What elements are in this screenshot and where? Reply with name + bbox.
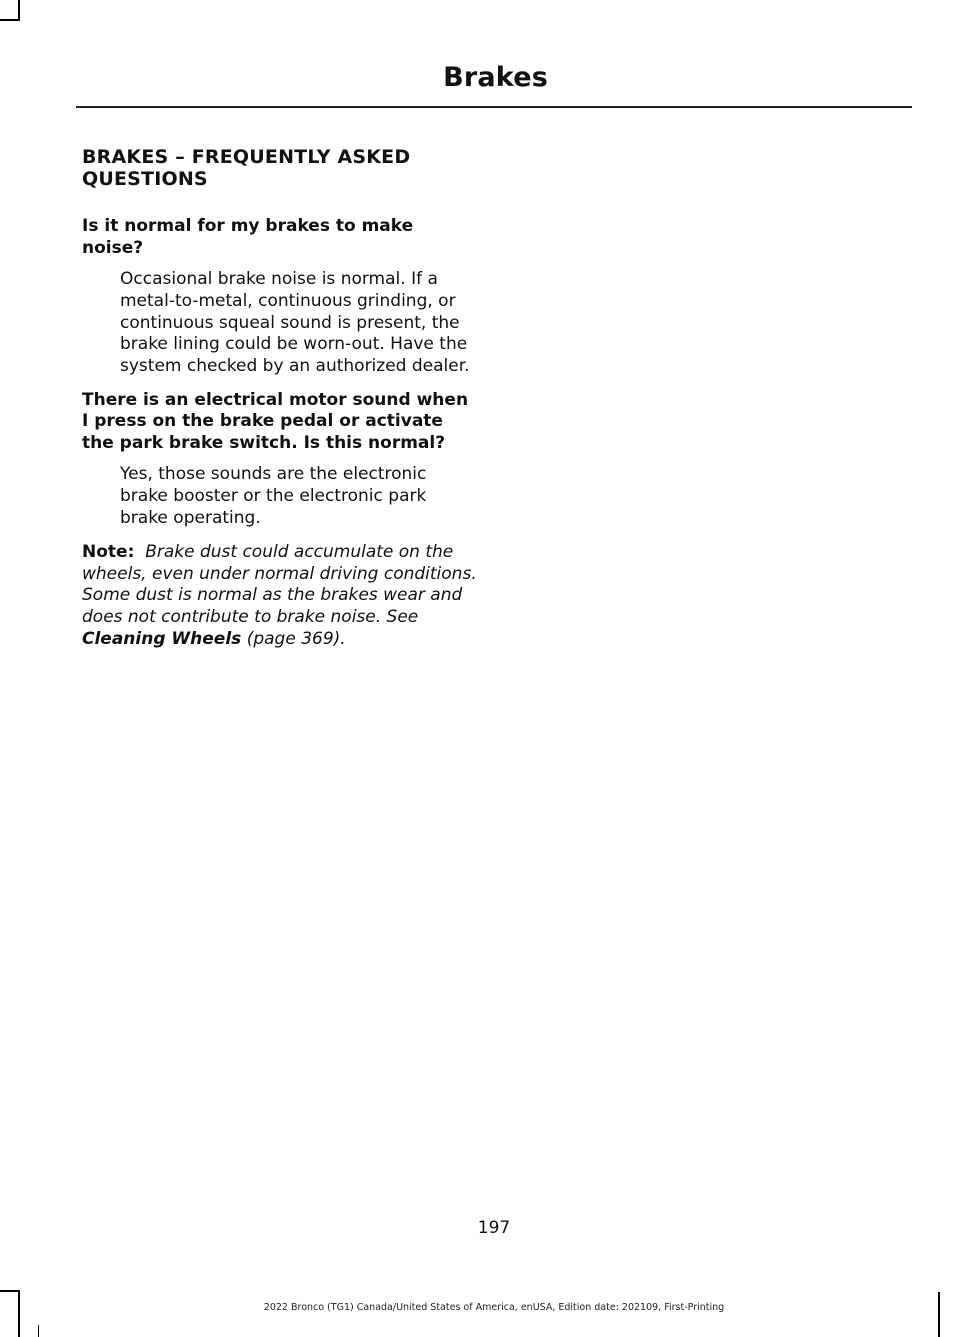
page-number: 197 — [477, 1218, 511, 1238]
faq-question-2: There is an electrical motor sound when I press on the brake pedal or activate the park brake switch. Is this normal? — [82, 389, 469, 453]
note-page-ref: (page 369). — [246, 629, 346, 650]
note-label: Note: — [82, 541, 135, 562]
crop-mark-bottom-left — [18, 1290, 20, 1337]
faq-answer-2: Yes, those sounds are the electronic brake booster or the electronic park brake operating. — [120, 464, 427, 529]
section-title: BRAKES – FREQUENTLY ASKED QUESTIONS — [82, 146, 411, 190]
note-text: Brake dust could accumulate on the wheels, even under normal driving conditions. Some dust is normal as the brakes wear and does not contribute to brake noise. See — [82, 541, 477, 628]
crop-mark-bottom-left-inner — [38, 1325, 39, 1337]
crop-mark-top-left — [18, 0, 20, 20]
cleaning-wheels-link[interactable]: Cleaning Wheels — [82, 629, 242, 650]
page-header-title: Brakes — [443, 62, 548, 93]
faq-question-1: Is it normal for my brakes to make noise? — [82, 216, 414, 258]
note-paragraph — [82, 542, 478, 651]
footer-edition-text: 2022 Bronco (TG1) Canada/United States of America, enUSA, Edition date: 202109, First-Printing — [263, 1302, 725, 1313]
crop-mark-bottom-right — [938, 1292, 940, 1337]
crop-mark-top-left — [0, 19, 20, 21]
header-divider — [76, 106, 912, 108]
crop-mark-bottom-left — [0, 1290, 20, 1292]
main-content — [82, 146, 478, 651]
faq-answer-1: Occasional brake noise is normal. If a metal-to-metal, continuous grinding, or continuous squeal sound is present, the brake lining could be worn-out. Have the system checked by an authorized dealer. — [120, 269, 470, 377]
